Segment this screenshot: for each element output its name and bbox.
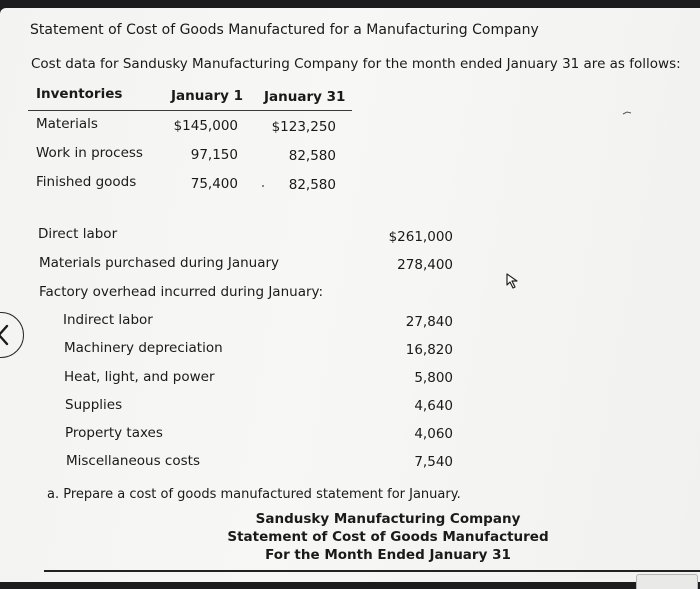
overhead-item-amount: 7,540 [414, 454, 453, 470]
overhead-item-amount: 27,840 [405, 314, 453, 330]
statement-underline [44, 570, 700, 572]
header-underline [28, 110, 352, 111]
intro-text: Cost data for Sandusky Manufacturing Company for the month ended January 31 are as follows: [31, 56, 681, 72]
jan1-value: 97,150 [190, 147, 238, 163]
col-header-jan31: January 31 [264, 89, 346, 105]
overhead-item-amount: 4,640 [414, 398, 453, 414]
overhead-item-amount: 4,060 [414, 426, 453, 442]
statement-period: For the Month Ended January 31 [265, 547, 511, 563]
overhead-item-amount: 16,820 [405, 342, 453, 358]
stray-mark [622, 100, 632, 119]
cost-amount: 278,400 [397, 257, 453, 273]
speck [262, 185, 264, 187]
row-label: Finished goods [36, 174, 137, 190]
page-heading: Statement of Cost of Goods Manufactured for a Manufacturing Company [30, 22, 539, 38]
overhead-item-label: Supplies [65, 397, 123, 413]
inventories-header: Inventories [36, 86, 123, 102]
overhead-item-label: Indirect labor [63, 312, 153, 328]
col-header-jan1: January 1 [171, 88, 244, 104]
cost-label: Materials purchased during January [39, 255, 280, 271]
cost-amount: $261,000 [388, 229, 453, 245]
question-prompt: a. Prepare a cost of goods manufactured statement for January. [47, 487, 461, 502]
overhead-item-label: Property taxes [65, 425, 163, 441]
jan1-value: 75,400 [190, 176, 238, 192]
mouse-pointer-icon [505, 272, 521, 294]
overhead-item-label: Miscellaneous costs [66, 453, 200, 469]
overhead-title: Factory overhead incurred during January: [39, 284, 324, 300]
overhead-item-label: Machinery depreciation [64, 340, 223, 356]
statement-company: Sandusky Manufacturing Company [255, 511, 521, 527]
overhead-item-amount: 5,800 [414, 370, 453, 386]
overhead-item-label: Heat, light, and power [64, 369, 215, 385]
statement-title: Statement of Cost of Goods Manufactured [227, 529, 549, 545]
row-label: Work in process [36, 145, 143, 161]
jan31-value: 82,580 [288, 177, 336, 193]
jan1-value: $145,000 [173, 118, 238, 134]
row-label: Materials [36, 116, 98, 132]
worksheet-page [0, 8, 700, 582]
jan31-value: 82,580 [288, 148, 336, 164]
jan31-value: $123,250 [271, 119, 336, 135]
chevron-left-icon [0, 324, 9, 346]
cost-label: Direct labor [38, 226, 118, 242]
